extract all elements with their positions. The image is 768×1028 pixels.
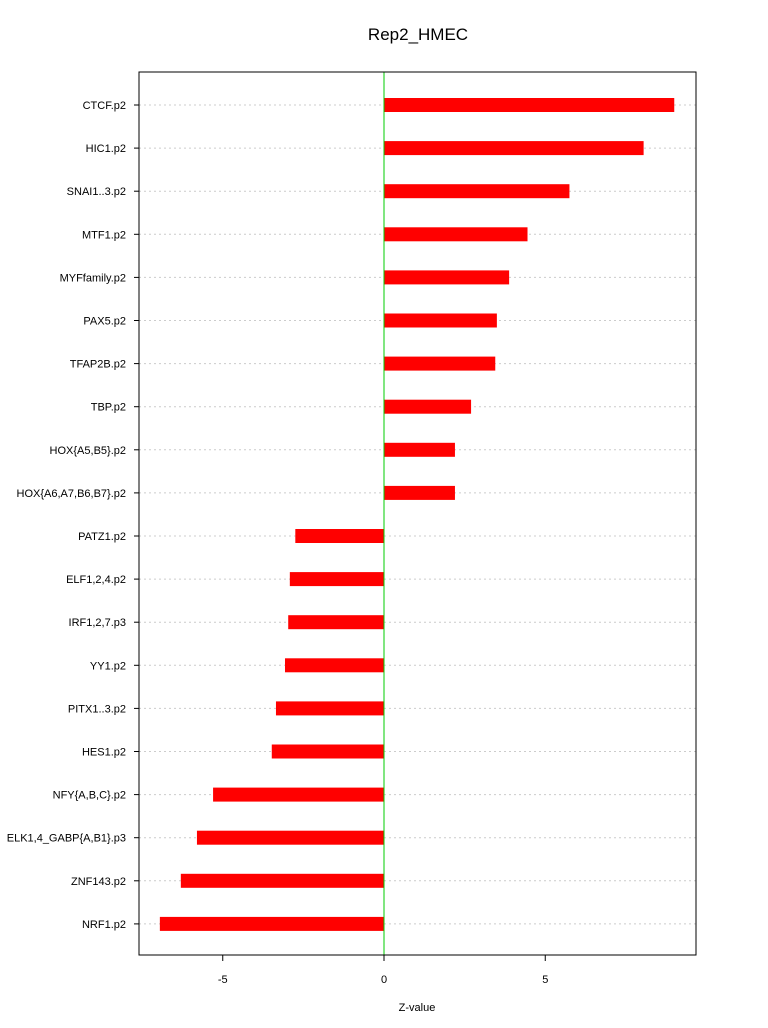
category-label: HIC1.p2 xyxy=(85,143,126,156)
bar xyxy=(213,788,384,802)
category-label: NFY{A,B,C}.p2 xyxy=(52,789,126,802)
bar xyxy=(384,443,455,457)
category-label: ELK1,4_GABP{A,B1}.p3 xyxy=(6,832,126,845)
bars xyxy=(160,98,674,931)
x-axis xyxy=(218,955,548,986)
bar xyxy=(160,917,384,931)
category-label: IRF1,2,7.p3 xyxy=(68,617,126,630)
category-label: MYFfamily.p2 xyxy=(59,272,126,285)
bar xyxy=(276,701,384,715)
plot-area-frame xyxy=(139,72,696,955)
category-label: HES1.p2 xyxy=(81,746,126,759)
bar xyxy=(197,831,384,845)
bar xyxy=(181,874,384,888)
bar xyxy=(295,529,384,543)
bar xyxy=(290,572,384,586)
category-label: TFAP2B.p2 xyxy=(69,358,126,371)
category-label: PAX5.p2 xyxy=(83,315,126,328)
category-label: TBP.p2 xyxy=(90,401,126,414)
bar xyxy=(384,98,674,112)
chart-title: Rep2_HMEC xyxy=(367,25,469,44)
category-label: NRF1.p2 xyxy=(81,918,126,931)
category-labels xyxy=(7,100,139,931)
bar xyxy=(285,658,384,672)
x-axis-label: Z-value xyxy=(398,1002,436,1014)
category-label: PATZ1.p2 xyxy=(78,531,126,543)
category-label: SNAI1..3.p2 xyxy=(66,186,126,199)
x-tick-label: 5 xyxy=(542,974,549,986)
category-label: YY1.p2 xyxy=(89,660,126,673)
category-label: MTF1.p2 xyxy=(81,229,126,242)
bar xyxy=(288,615,384,629)
bar xyxy=(384,357,495,371)
bar xyxy=(384,400,471,414)
bar xyxy=(384,270,509,284)
bar xyxy=(384,314,497,328)
category-label: HOX{A5,B5}.p2 xyxy=(49,444,126,457)
x-tick-label: 0 xyxy=(380,974,388,986)
category-label: PITX1..3.p2 xyxy=(67,703,126,716)
bar xyxy=(272,745,384,759)
category-label: CTCF.p2 xyxy=(82,100,126,112)
bar xyxy=(384,184,569,198)
bar xyxy=(384,486,455,500)
category-label: ELF1,2,4.p2 xyxy=(66,574,126,587)
category-label: HOX{A6,A7,B6,B7}.p2 xyxy=(16,487,126,500)
category-label: ZNF143.p2 xyxy=(70,875,126,888)
bar xyxy=(384,141,644,155)
x-tick-label: -5 xyxy=(217,974,228,986)
bar xyxy=(384,227,528,241)
